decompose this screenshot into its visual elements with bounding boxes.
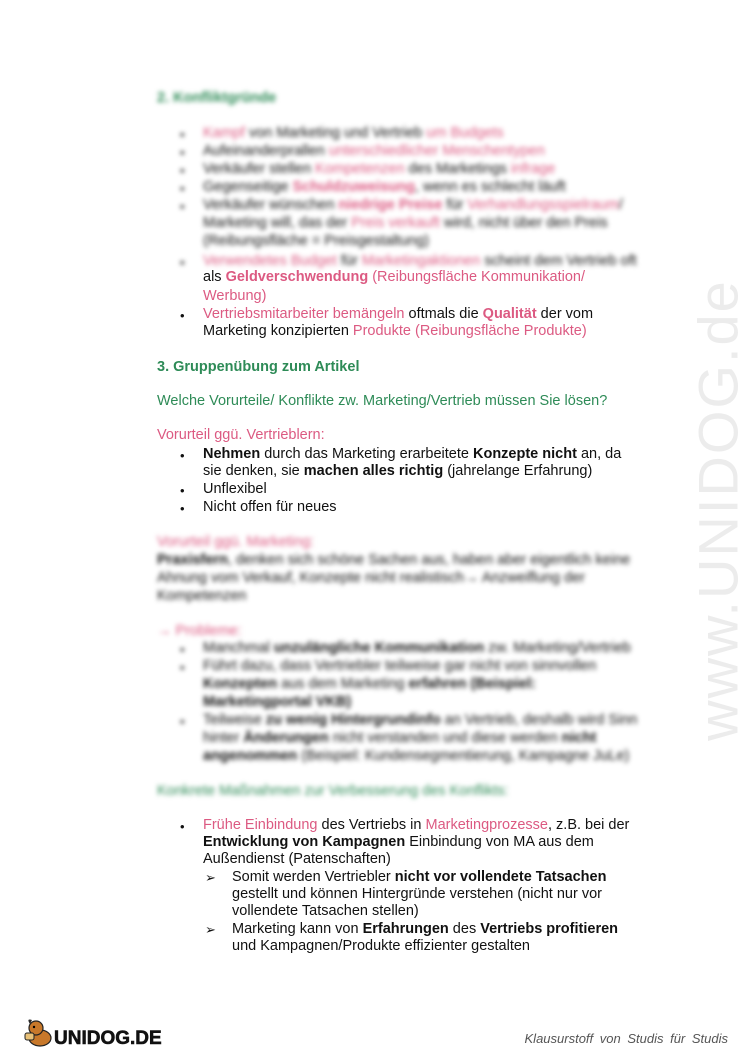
list-item: Nicht offen für neues: [203, 499, 337, 515]
list-item-continued: sie denken, sie machen alles richtig (jahrelange Erfahrung): [203, 463, 593, 479]
list-item: Verwendetes Budget für Marketingaktionen scheint dem Vertrieb oft: [203, 253, 637, 269]
list-item-continued: als Geldverschwendung (Reibungsfläche Kommunikation/: [203, 269, 586, 285]
bullet: •: [180, 660, 185, 675]
list-item-continued: Marketing konzipierten Produkte (Reibungsfläche Produkte): [203, 323, 587, 339]
watermark: www.UNIDOG.de: [686, 279, 750, 741]
list-item: Führt dazu, dass Vertriebler teilweise gar nicht von sinnvollen: [203, 658, 597, 674]
bullet: •: [180, 127, 185, 142]
section-2-heading: 2. Konfliktgründe: [157, 90, 277, 106]
bullet: •: [180, 819, 185, 834]
list-item-continued: Werbung): [203, 288, 267, 304]
sub-list-item-continued: und Kampagnen/Produkte effizienter gestalten: [232, 938, 530, 954]
sub-list-item-continued: vollendete Tatsachen stellen): [232, 903, 419, 919]
list-item-continued: Marketingportal VKB): [203, 694, 352, 710]
list-item-continued: (Reibungsfläche = Preisgestaltung): [203, 233, 430, 249]
footer-tagline: Klausurstoff von Studis für Studis: [524, 1031, 728, 1046]
list-item-continued: Marketing will, das der Preis verkauft wird, nicht über den Preis: [203, 215, 608, 231]
bullet: •: [180, 163, 185, 178]
arrow-bullet-icon: ➢: [205, 870, 216, 885]
bullet: •: [180, 181, 185, 196]
list-item-continued: angenommen (Beispiel: Kundensegmentierung, Kampagne JuLe): [203, 748, 630, 764]
list-item: Nehmen durch das Marketing erarbeitete Konzepte nicht an, da: [203, 446, 622, 462]
prejudice-sales-title: Vorurteil ggü. Vertrieblern:: [157, 427, 325, 443]
prejudice-marketing-title: Vorurteil ggü. Marketing:: [157, 534, 315, 550]
sub-list-item: Marketing kann von Erfahrungen des Vertriebs profitieren: [232, 921, 619, 937]
list-item-continued: Entwicklung von Kampagnen Einbindung von MA aus dem: [203, 834, 594, 850]
logo-text: UNIDOG.DE: [54, 1028, 162, 1049]
bullet: •: [180, 642, 185, 657]
problems-title: → Probleme:: [157, 623, 242, 639]
list-item: Unflexibel: [203, 481, 267, 497]
arrow-bullet-icon: ➢: [205, 922, 216, 937]
list-item: Verkäufer stellen Kompetenzen des Marketings infrage: [203, 161, 556, 177]
paragraph-line: Ahnung vom Verkauf, Konzepte nicht realistisch→ Anzweiflung der: [157, 570, 585, 586]
sub-list-item-continued: gestellt und können Hintergründe verstehen (nicht nur vor: [232, 886, 602, 902]
section-3-heading: 3. Gruppenübung zum Artikel: [157, 359, 360, 375]
list-item: Frühe Einbindung des Vertriebs in Marketingprozesse, z.B. bei der: [203, 817, 630, 833]
list-item-continued: Konzepten aus dem Marketing erfahren (Beispiel:: [203, 676, 536, 692]
measures-title: Konkrete Maßnahmen zur Verbesserung des Konflikts:: [157, 783, 509, 799]
list-item: Manchmal unzulängliche Kommunikation zw. Marketing/Vertrieb: [203, 640, 631, 656]
list-item-continued: hinter Änderungen nicht verstanden und diese werden nicht: [203, 730, 597, 746]
paragraph-line: Kompetenzen: [157, 588, 247, 604]
bullet: •: [180, 145, 185, 160]
list-item: Teilweise zu wenig Hintergrundinfo an Vertrieb, deshalb wird Sinn: [203, 712, 638, 728]
bullet: •: [180, 448, 185, 463]
paragraph-line: Praxisfern, denken sich schöne Sachen aus, haben aber eigentlich keine: [157, 552, 631, 568]
sub-list-item: Somit werden Vertriebler nicht vor vollendete Tatsachen: [232, 869, 607, 885]
list-item-continued: Außendienst (Patenschaften): [203, 851, 391, 867]
bullet: •: [180, 501, 185, 516]
list-item: Aufeinanderprallen unterschiedlicher Menschentypen: [203, 143, 545, 159]
bullet: •: [180, 714, 185, 729]
list-item: Gegenseitige Schuldzuweisung, wenn es schlecht läuft: [203, 179, 566, 195]
dog-icon: [25, 1020, 51, 1047]
list-item: Vertriebsmitarbeiter bemängeln oftmals die Qualität der vom: [203, 306, 594, 322]
list-item: Kampf von Marketing und Vertrieb um Budgets: [203, 125, 504, 141]
bullet: •: [180, 199, 185, 214]
bullet: •: [180, 483, 185, 498]
question: Welche Vorurteile/ Konflikte zw. Marketing/Vertrieb müssen Sie lösen?: [157, 393, 608, 409]
bullet: •: [180, 255, 185, 270]
bullet: •: [180, 308, 185, 323]
unidog-logo: [22, 1016, 172, 1050]
list-item: Verkäufer wünschen niedrige Preise für Verhandlungsspielraum/: [203, 197, 623, 213]
